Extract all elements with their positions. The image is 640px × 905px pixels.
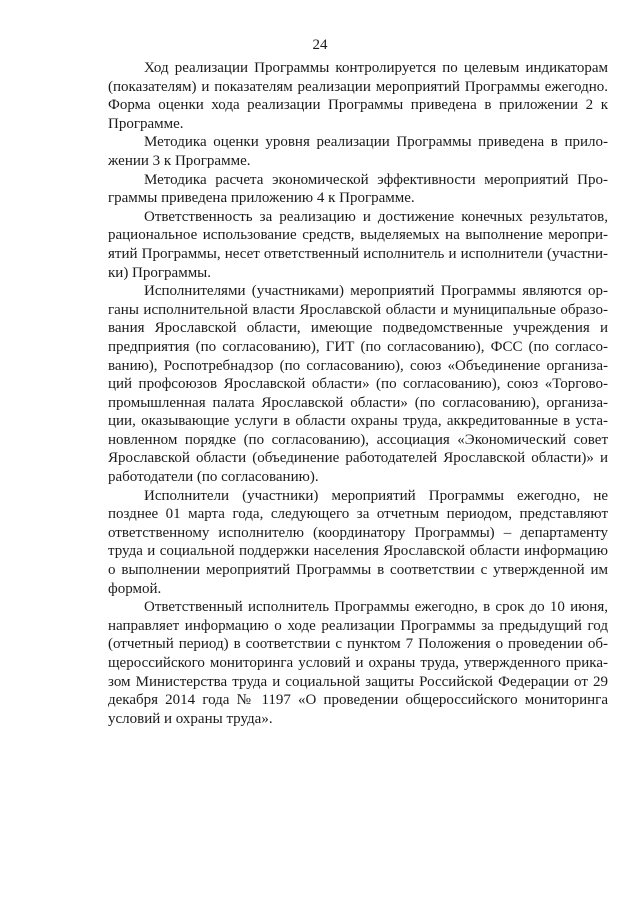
paragraph-monitoring-report: Ответственный исполнитель Программы ежегодно, в срок до 10 июня, направляет информацию о ходе реализации Программы за предыдущий год (отчетный период) в соответствии с пунктом 7 Положения о проведении общероссийского мониторинга условий и охраны труда, утвержденного приказом Министерства труда и социальной защиты Российской Федерации от 29 декабря 2014 года № 1197 «О проведении общероссийского мониторинга условий и охраны труда». <box>108 599 608 727</box>
paragraph-evaluation-method: Методика оценки уровня реализации Программы приведена в приложении 3 к Программе. <box>108 134 608 169</box>
paragraph-annual-reporting: Исполнители (участники) мероприятий Программы ежегодно, не позднее 01 марта года, следующего за отчетным периодом, представляют ответственному исполнителю (координатору Программы) – департаменту труда и социальной поддержки населения Ярославской области информацию о выполнении мероприятий Программы в соответствии с утвержденной им формой. <box>108 487 608 597</box>
paragraph-progress-control: Ход реализации Программы контролируется по целевым индикаторам (показателям) и показателям реализации мероприятий Программы ежегодно. Форма оценки хода реализации Программы приведена в приложении 2 к Программе. <box>108 60 608 132</box>
paragraph-responsibility: Ответственность за реализацию и достижение конечных результатов, рациональное использование средств, выделяемых на выполнение мероприятий Программы, несет ответственный исполнитель и исполнители (участники) Программы. <box>108 208 608 281</box>
paragraph-executors: Исполнителями (участниками) мероприятий Программы являются органы исполнительной власти Ярославской области и муниципальные образования Ярославской области, имеющие подведомственные учреждения и предприятия (по согласованию), ГИТ (по согласованию), ФСС (по согласованию), Роспотребнадзор (по согласованию), союз «Объединение организаций профсоюзов Ярославской области» (по согласованию), союз «Торгово-промышленная палата Ярославской области» (по согласованию), организации, оказывающие услуги в области охраны труда, аккредитованные в установленном порядке (по согласованию), ассоциация «Экономический совет Ярославской области (объединение работодателей Ярославской области)» и работодатели (по согласованию). <box>108 283 608 486</box>
page-number: 24 <box>312 37 328 53</box>
paragraph-efficiency-method: Методика расчета экономической эффективности мероприятий Программы приведена приложению 4 к Программе. <box>108 171 608 207</box>
document-body <box>108 59 608 728</box>
